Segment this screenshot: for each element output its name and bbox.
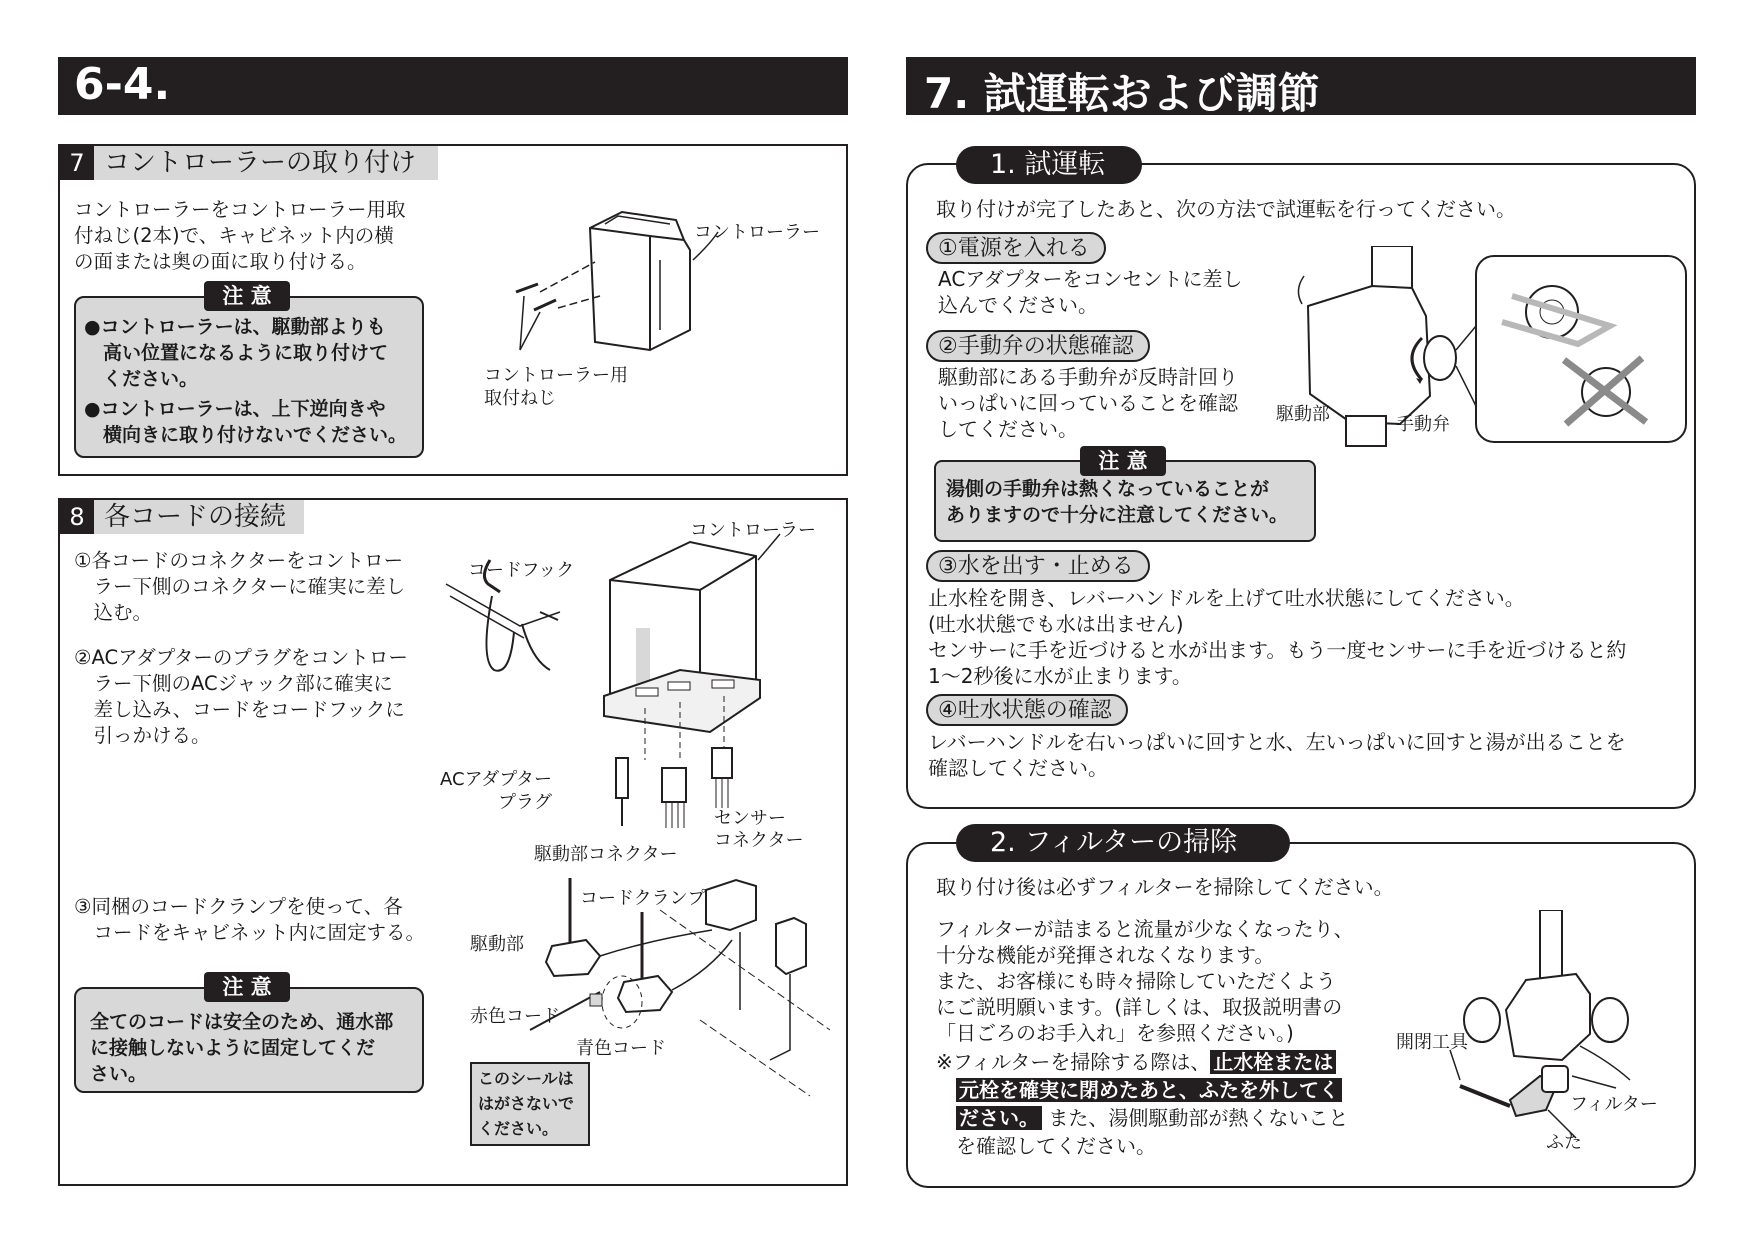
section-7-title: 7. 試運転および調節 bbox=[924, 69, 1320, 118]
manual-valve-label: 手動弁 bbox=[1396, 414, 1450, 435]
caution-box-cords bbox=[74, 987, 424, 1093]
manual-valve-illustration bbox=[1290, 246, 1690, 450]
cord-hook-label: コードフック bbox=[468, 560, 575, 581]
step-number: 8 bbox=[60, 500, 94, 534]
caution-tag: 注 意 bbox=[204, 972, 290, 1002]
controller-mount-body: コントローラーをコントローラー用取 付ねじ(2本)で、キャビネット内の横 の面または奥の面に取り付ける。 bbox=[74, 198, 406, 273]
caution-box-controller bbox=[74, 296, 424, 458]
drive-connector-label: 駆動部コネクター bbox=[534, 844, 678, 865]
note-highlight-3: ださい。 bbox=[956, 1106, 1042, 1130]
step-valve-check-title: ②手動弁の状態確認 bbox=[926, 330, 1150, 362]
note-line-1 bbox=[936, 1048, 1366, 1076]
section-6-4-title: 6-4. bbox=[74, 59, 171, 110]
step-discharge-check-title: ④吐水状態の確認 bbox=[926, 694, 1128, 726]
section-7-header bbox=[906, 57, 1696, 118]
note-line-2 bbox=[936, 1076, 1366, 1104]
note-rest-2: を確認してください。 bbox=[956, 1134, 1156, 1158]
filter-cleaning-intro: 取り付け後は必ずフィルターを掃除してください。 bbox=[936, 875, 1394, 899]
caution-text-valve: 湯側の手動弁は熱くなっていることが ありますので十分に注意してください。 bbox=[946, 478, 1289, 526]
lid-label: ふた bbox=[1546, 1132, 1582, 1153]
caution-text-1: ●コントローラーは、駆動部よりも 高い位置になるように取り付けて ください。 bbox=[84, 316, 389, 390]
note-line-4 bbox=[936, 1132, 1366, 1160]
step-water-on-off-title: ③水を出す・止める bbox=[926, 550, 1150, 582]
caution-tag: 注 意 bbox=[1080, 446, 1166, 476]
trial-run-intro: 取り付けが完了したあと、次の方法で試運転を行ってください。 bbox=[936, 197, 1516, 221]
seal-warning-box bbox=[470, 1062, 590, 1146]
ac-plug-label: ACアダプター プラグ bbox=[440, 769, 553, 813]
drive-unit-label: 駆動部 bbox=[470, 934, 524, 955]
section-6-4-header bbox=[58, 57, 848, 115]
step-discharge-check-body: レバーハンドルを右いっぱいに回すと水、左いっぱいに回すと湯が出ることを 確認してください。 bbox=[928, 730, 1626, 780]
step-number: 7 bbox=[60, 146, 94, 180]
trial-run-pill: 1. 試運転 bbox=[956, 146, 1142, 184]
controller-mount-title: コントローラーの取り付け bbox=[104, 148, 417, 178]
cord-connection-title-bar bbox=[60, 500, 304, 534]
step-power-on-title: ①電源を入れる bbox=[926, 232, 1106, 264]
step-valve-check-body: 駆動部にある手動弁が反時計回り いっぱいに回っていることを確認 してください。 bbox=[938, 365, 1238, 441]
note-highlight-2: 元栓を確実に閉めたあと、ふたを外してく bbox=[956, 1078, 1342, 1102]
controller-label: コントローラー bbox=[690, 520, 816, 541]
note-rest-1: また、湯側駆動部が熱くないこと bbox=[1048, 1106, 1349, 1130]
controller-label: コントローラー bbox=[694, 222, 820, 243]
screw-label: コントローラー用 取付ねじ bbox=[484, 365, 628, 409]
opening-tool-label: 開閉工具 bbox=[1396, 1032, 1468, 1053]
sensor-connector-label: センサー コネクター bbox=[714, 808, 804, 851]
cord-step-1: ①各コードのコネクターをコントロー ラー下側のコネクターに確実に差し 込む。 bbox=[74, 549, 406, 624]
filter-cleaning-pill: 2. フィルターの掃除 bbox=[956, 824, 1290, 862]
blue-cord-label: 青色コード bbox=[576, 1038, 666, 1059]
filter-cleaning-body: フィルターが詰まると流量が少なくなったり、 十分な機能が発揮されなくなります。 また、お客様にも時々掃除していただくよう にご説明願います。(詳しくは、取扱説明書の 「日ごろのお手入れ」を参照ください。) bbox=[936, 917, 1354, 1045]
cord-step-3: ③同梱のコードクランプを使って、各 コードをキャビネット内に固定する。 bbox=[74, 895, 426, 944]
cord-connection-title: 各コードの接続 bbox=[104, 502, 287, 532]
filter-cleaning-note bbox=[936, 1048, 1366, 1160]
note-line-3 bbox=[936, 1104, 1366, 1132]
seal-warning-text: このシールは はがさないで ください。 bbox=[478, 1069, 575, 1138]
cord-clamp-label: コードクランプ bbox=[580, 888, 706, 909]
red-cord-label: 赤色コード bbox=[470, 1006, 560, 1027]
drive-unit-label: 駆動部 bbox=[1276, 404, 1330, 425]
note-highlight-1: 止水栓または bbox=[1210, 1050, 1336, 1074]
step-power-on-body: ACアダプターをコンセントに差し 込んでください。 bbox=[938, 267, 1243, 317]
note-prefix: ※フィルターを掃除する際は、 bbox=[936, 1050, 1211, 1074]
caution-text-2: ●コントローラーは、上下逆向きや 横向きに取り付けないでください。 bbox=[84, 398, 408, 446]
filter-label: フィルター bbox=[1570, 1094, 1658, 1115]
caution-tag: 注 意 bbox=[204, 281, 290, 311]
controller-mount-title-bar bbox=[60, 146, 438, 180]
cord-step-2: ②ACアダプターのプラグをコントロー ラー下側のACジャック部に確実に 差し込み、コードをコードフックに 引っかける。 bbox=[74, 646, 408, 747]
step-water-on-off-body: 止水栓を開き、レバーハンドルを上げて吐水状態にしてください。 (吐水状態でも水は出ません) センサーに手を近づけると水が出ます。もう一度センサーに手を近づけると約 1〜2秒後に水が止まります。 bbox=[928, 586, 1627, 688]
caution-text-cords: 全てのコードは安全のため、通水部 に接触しないように固定してくだ さい。 bbox=[90, 1011, 394, 1085]
